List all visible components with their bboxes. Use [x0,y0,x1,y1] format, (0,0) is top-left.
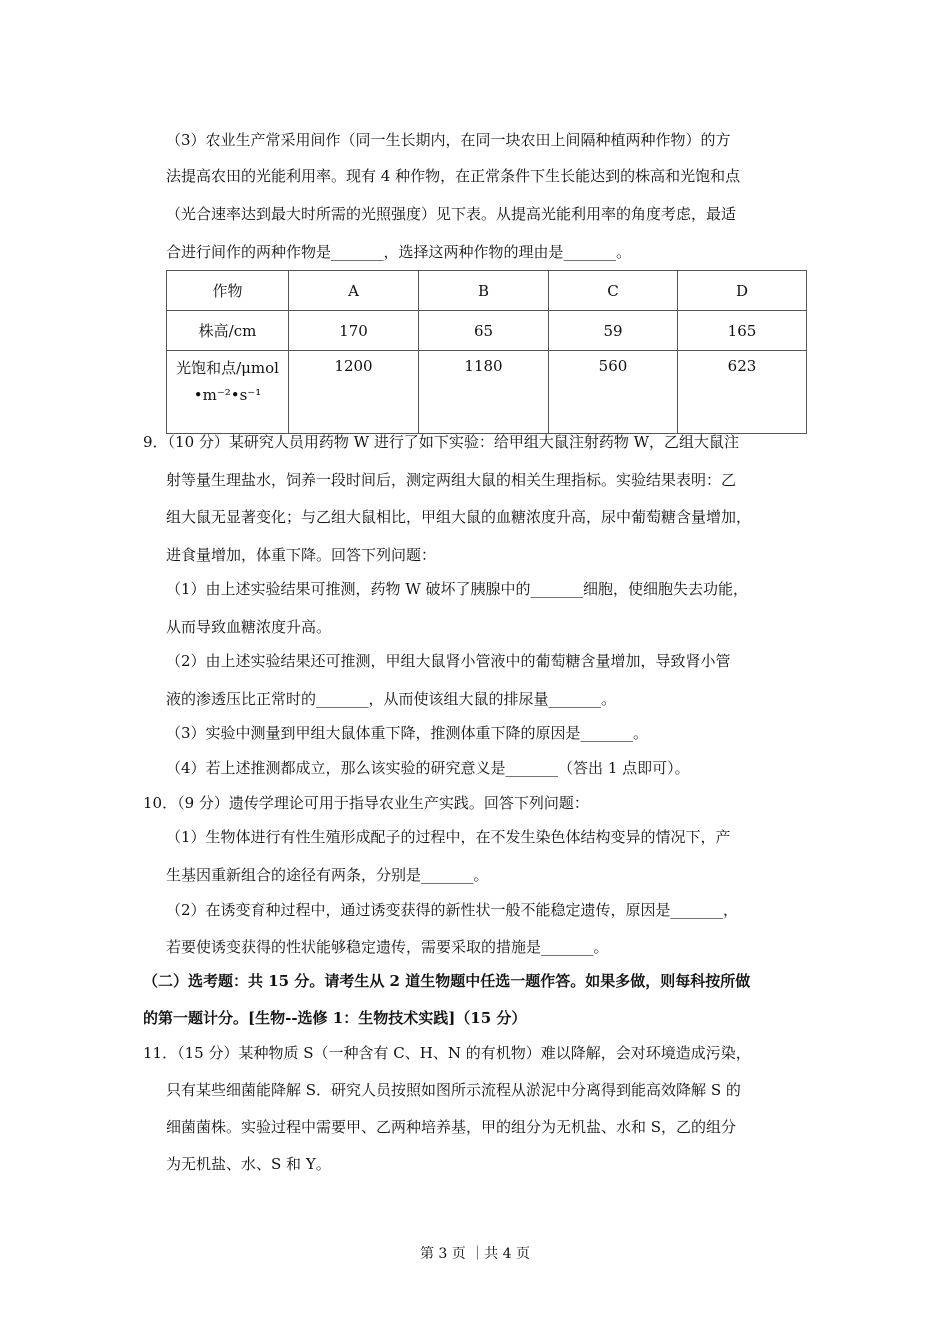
section-heading-line-2: 的第一题计分。[生物--选修 1：生物技术实践]（15 分） [143,1009,527,1027]
q8-line-3: （光合速率达到最大时所需的光照强度）见下表。从提高光能利用率的角度考虑，最适 [166,205,737,223]
crop-table [166,270,807,434]
q9-line-7: （2）由上述实验结果还可推测，甲组大鼠肾小管液中的葡萄糖含量增加，导致肾小管 [166,652,731,670]
header-crop: 作物 [167,271,289,311]
q11-line-1: 11．（15 分）某种物质 S（一种含有 C、H、N 的有机物）难以降解，会对环境造成污染， [143,1044,751,1062]
row-label-light [167,351,289,434]
q10-line-4: （2）在诱变育种过程中，通过诱变获得的新性状一般不能稳定遗传，原因是_______， [166,901,739,919]
cell-height-a: 170 [289,311,419,351]
row-label-light-line2: •m⁻²•s⁻¹ [193,386,262,404]
cell-height-c: 59 [549,311,678,351]
row-label-height: 株高/cm [167,311,289,351]
q11-line-3: 细菌菌株。实验过程中需要甲、乙两种培养基，甲的组分为无机盐、水和 S，乙的组分 [166,1118,737,1136]
q9-line-2: 射等量生理盐水，饲养一段时间后，测定两组大鼠的相关生理指标。实验结果表明：乙 [166,471,737,489]
cell-light-d: 623 [678,351,807,434]
cell-light-a: 1200 [289,351,419,434]
section-heading-line-1: （二）选考题：共 15 分。请考生从 2 道生物题中任选一题作答。如果多做，则每科按所做 [143,972,751,990]
header-b: B [419,271,549,311]
cell-height-b: 65 [419,311,549,351]
q9-line-4: 进食量增加，体重下降。回答下列问题： [166,546,437,564]
cell-height-d: 165 [678,311,807,351]
cell-light-b: 1180 [419,351,549,434]
q10-line-3: 生基因重新组合的途径有两条，分别是_______。 [166,866,489,884]
page-footer: 第 3 页 ｜共 4 页 [419,1246,531,1262]
table-header-row [167,271,807,311]
q10-line-1: 10．（9 分）遗传学理论可用于指导农业生产实践。回答下列问题： [143,794,589,812]
q9-line-6: 从而导致血糖浓度升高。 [166,618,332,636]
table-row-light-saturation [167,351,807,434]
q9-line-1: 9．（10 分）某研究人员用药物 W 进行了如下实验：给甲组大鼠注射药物 W，乙组大鼠注 [143,433,740,451]
table-row-height [167,311,807,351]
q9-line-5: （1）由上述实验结果可推测，药物 W 破坏了胰腺中的_______细胞，使细胞失去功能， [166,580,749,598]
header-a: A [289,271,419,311]
q11-line-4: 为无机盐、水、S 和 Y。 [166,1155,331,1173]
q11-line-2: 只有某些细菌能降解 S．研究人员按照如图所示流程从淤泥中分离得到能高效降解 S 的 [166,1081,741,1099]
q9-line-3: 组大鼠无显著变化；与乙组大鼠相比，甲组大鼠的血糖浓度升高，尿中葡萄糖含量增加， [166,508,752,526]
q8-line-4: 合进行间作的两种作物是_______，选择这两种作物的理由是_______。 [166,243,632,261]
q8-line-1: （3）农业生产常采用间作（同一生长期内，在同一块农田上间隔种植两种作物）的方 [166,131,731,149]
cell-light-c: 560 [549,351,678,434]
q8-line-2: 法提高农田的光能利用率。现有 4 种作物，在正常条件下生长能达到的株高和光饱和点 [166,167,741,185]
row-label-light-line1: 光饱和点/μmol [176,359,279,377]
q9-line-9: （3）实验中测量到甲组大鼠体重下降，推测体重下降的原因是_______。 [166,724,649,742]
q9-line-10: （4）若上述推测都成立，那么该实验的研究意义是_______（答出 1 点即可）。 [166,759,690,777]
header-c: C [549,271,678,311]
q10-line-5: 若要使诱变获得的性状能够稳定遗传，需要采取的措施是_______。 [166,938,609,956]
header-d: D [678,271,807,311]
q9-line-8: 液的渗透压比正常时的_______，从而使该组大鼠的排尿量_______。 [166,690,617,708]
q10-line-2: （1）生物体进行有性生殖形成配子的过程中，在不发生染色体结构变异的情况下，产 [166,828,731,846]
